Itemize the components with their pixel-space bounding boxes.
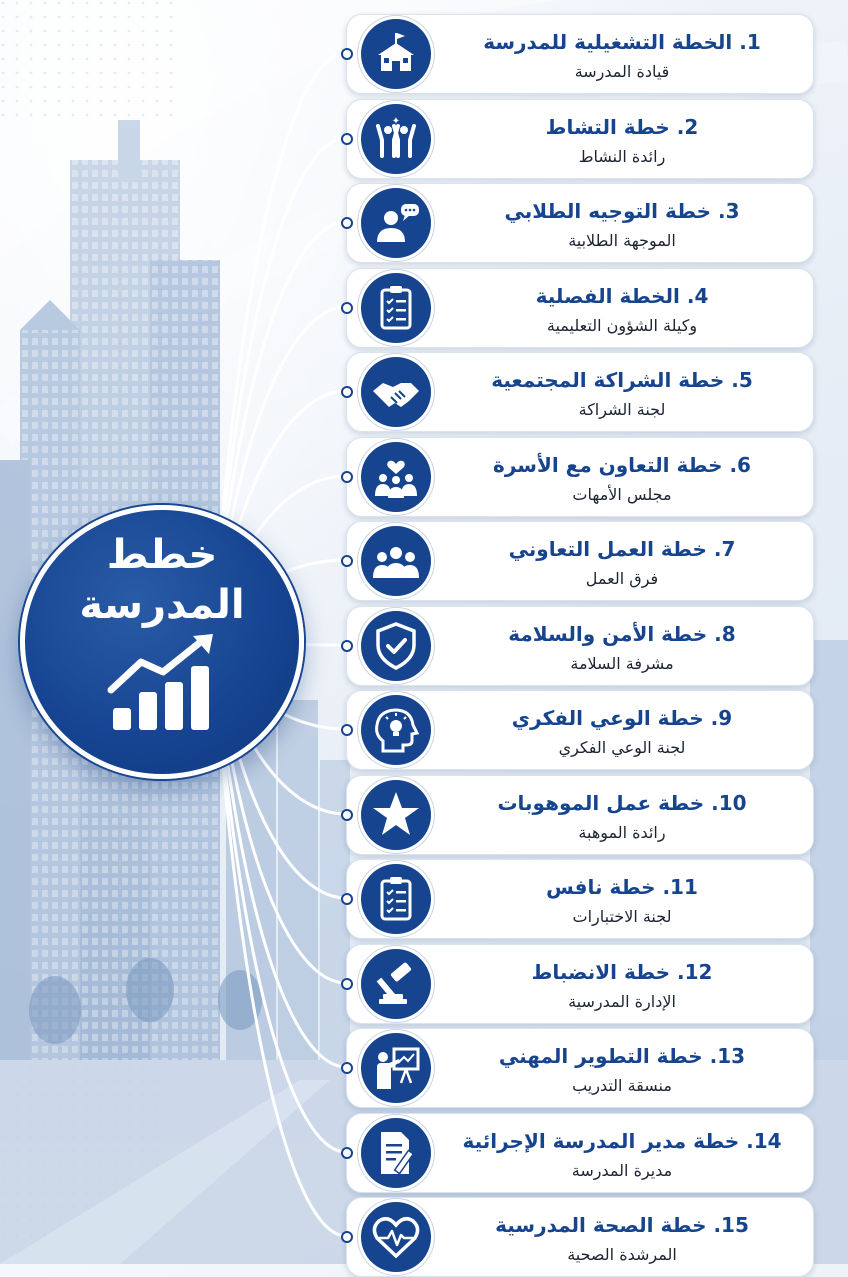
connector-node xyxy=(341,555,353,567)
connector-node xyxy=(341,1062,353,1074)
plan-card-text xyxy=(437,269,807,347)
central-hub xyxy=(20,505,304,779)
star-icon xyxy=(361,780,431,850)
connector-node xyxy=(341,1231,353,1243)
connector-node xyxy=(341,302,353,314)
hub-title xyxy=(25,530,299,630)
plan-card-text xyxy=(437,607,807,685)
document-pen-icon xyxy=(361,1118,431,1188)
plan-owner: الموجهة الطلابية xyxy=(568,231,676,250)
plan-card-text xyxy=(437,522,807,600)
person-speech-bubble-icon xyxy=(361,188,431,258)
plan-title: 8. خطة الأمن والسلامة xyxy=(508,622,736,646)
plan-title: 2. خطة التشاط xyxy=(545,115,699,139)
team-group-icon xyxy=(361,526,431,596)
plan-card-text xyxy=(437,438,807,516)
plan-owner: فرق العمل xyxy=(585,569,659,588)
plan-owner: مشرفة السلامة xyxy=(570,654,674,673)
plan-title: 4. الخطة الفصلية xyxy=(535,284,709,308)
plan-card xyxy=(346,14,814,94)
connector-node xyxy=(341,978,353,990)
plan-owner: رائدة الموهبة xyxy=(578,823,666,842)
plan-title: 15. خطة الصحة المدرسية xyxy=(495,1213,749,1237)
plan-card xyxy=(346,352,814,432)
plan-card xyxy=(346,859,814,939)
plan-title: 10. خطة عمل الموهوبات xyxy=(497,791,747,815)
plan-card-text xyxy=(437,776,807,854)
clipboard-checklist-icon xyxy=(361,864,431,934)
plan-owner: منسقة التدريب xyxy=(572,1076,672,1095)
plan-title: 13. خطة التطوير المهني xyxy=(498,1044,746,1068)
plan-title: 12. خطة الانضباط xyxy=(531,960,713,984)
connector-node xyxy=(341,217,353,229)
plan-title: 9. خطة الوعي الفكري xyxy=(511,706,733,730)
connector-node xyxy=(341,893,353,905)
plan-card-text xyxy=(437,100,807,178)
plan-card xyxy=(346,183,814,263)
school-building-icon xyxy=(361,19,431,89)
plan-card xyxy=(346,606,814,686)
plan-card xyxy=(346,1197,814,1277)
plan-owner: لجنة الاختبارات xyxy=(572,907,672,926)
hub-title-line-2: المدرسة xyxy=(79,582,245,628)
connector-node xyxy=(341,724,353,736)
hub-title-line-1: خطط xyxy=(106,532,218,578)
connector-node xyxy=(341,48,353,60)
plan-card xyxy=(346,437,814,517)
plan-owner: وكيلة الشؤون التعليمية xyxy=(546,316,698,335)
heart-pulse-icon xyxy=(361,1202,431,1272)
connector-node xyxy=(341,471,353,483)
plan-owner: رائدة النشاط xyxy=(578,147,666,166)
plan-card-text xyxy=(437,860,807,938)
connector-node xyxy=(341,640,353,652)
plan-owner: المرشدة الصحية xyxy=(567,1245,677,1264)
connector-node xyxy=(341,133,353,145)
plan-title: 11. خطة نافس xyxy=(546,875,698,899)
plan-title: 3. خطة التوجيه الطلابي xyxy=(504,199,740,223)
connector-node xyxy=(341,386,353,398)
clipboard-checklist-icon xyxy=(361,273,431,343)
plan-card xyxy=(346,1028,814,1108)
plan-card xyxy=(346,775,814,855)
plan-card-text xyxy=(437,1198,807,1276)
connector-node xyxy=(341,1147,353,1159)
presenter-board-icon xyxy=(361,1033,431,1103)
plan-card-text xyxy=(437,945,807,1023)
plan-owner: لجنة الشراكة xyxy=(578,400,666,419)
connector-node xyxy=(341,809,353,821)
celebrating-people-icon xyxy=(361,104,431,174)
plan-owner: مديرة المدرسة xyxy=(571,1161,673,1180)
plan-card-text xyxy=(437,353,807,431)
plan-card xyxy=(346,521,814,601)
plan-card xyxy=(346,1113,814,1193)
plan-card xyxy=(346,944,814,1024)
svg-text:✦: ✦ xyxy=(391,116,401,127)
plan-card-text xyxy=(437,1114,807,1192)
plan-owner: لجنة الوعي الفكري xyxy=(558,738,686,757)
plan-title: 1. الخطة التشغيلية للمدرسة xyxy=(483,30,761,54)
plan-card xyxy=(346,268,814,348)
plan-card xyxy=(346,99,814,179)
family-heart-icon xyxy=(361,442,431,512)
plan-title: 14. خطة مدير المدرسة الإجرائية xyxy=(462,1129,782,1153)
gavel-icon xyxy=(361,949,431,1019)
plan-card-text xyxy=(437,184,807,262)
plan-card xyxy=(346,690,814,770)
plan-title: 6. خطة التعاون مع الأسرة xyxy=(493,453,751,477)
plan-card-text xyxy=(437,1029,807,1107)
shield-check-icon xyxy=(361,611,431,681)
growth-chart-icon xyxy=(105,634,221,734)
plan-owner: مجلس الأمهات xyxy=(572,485,672,504)
plan-title: 5. خطة الشراكة المجتمعية xyxy=(491,368,753,392)
plan-owner: قيادة المدرسة xyxy=(574,62,670,81)
head-lightbulb-icon xyxy=(361,695,431,765)
plan-card-text xyxy=(437,691,807,769)
plan-card-text xyxy=(437,15,807,93)
handshake-icon xyxy=(361,357,431,427)
plan-title: 7. خطة العمل التعاوني xyxy=(508,537,736,561)
plan-owner: الإدارة المدرسية xyxy=(568,992,676,1011)
